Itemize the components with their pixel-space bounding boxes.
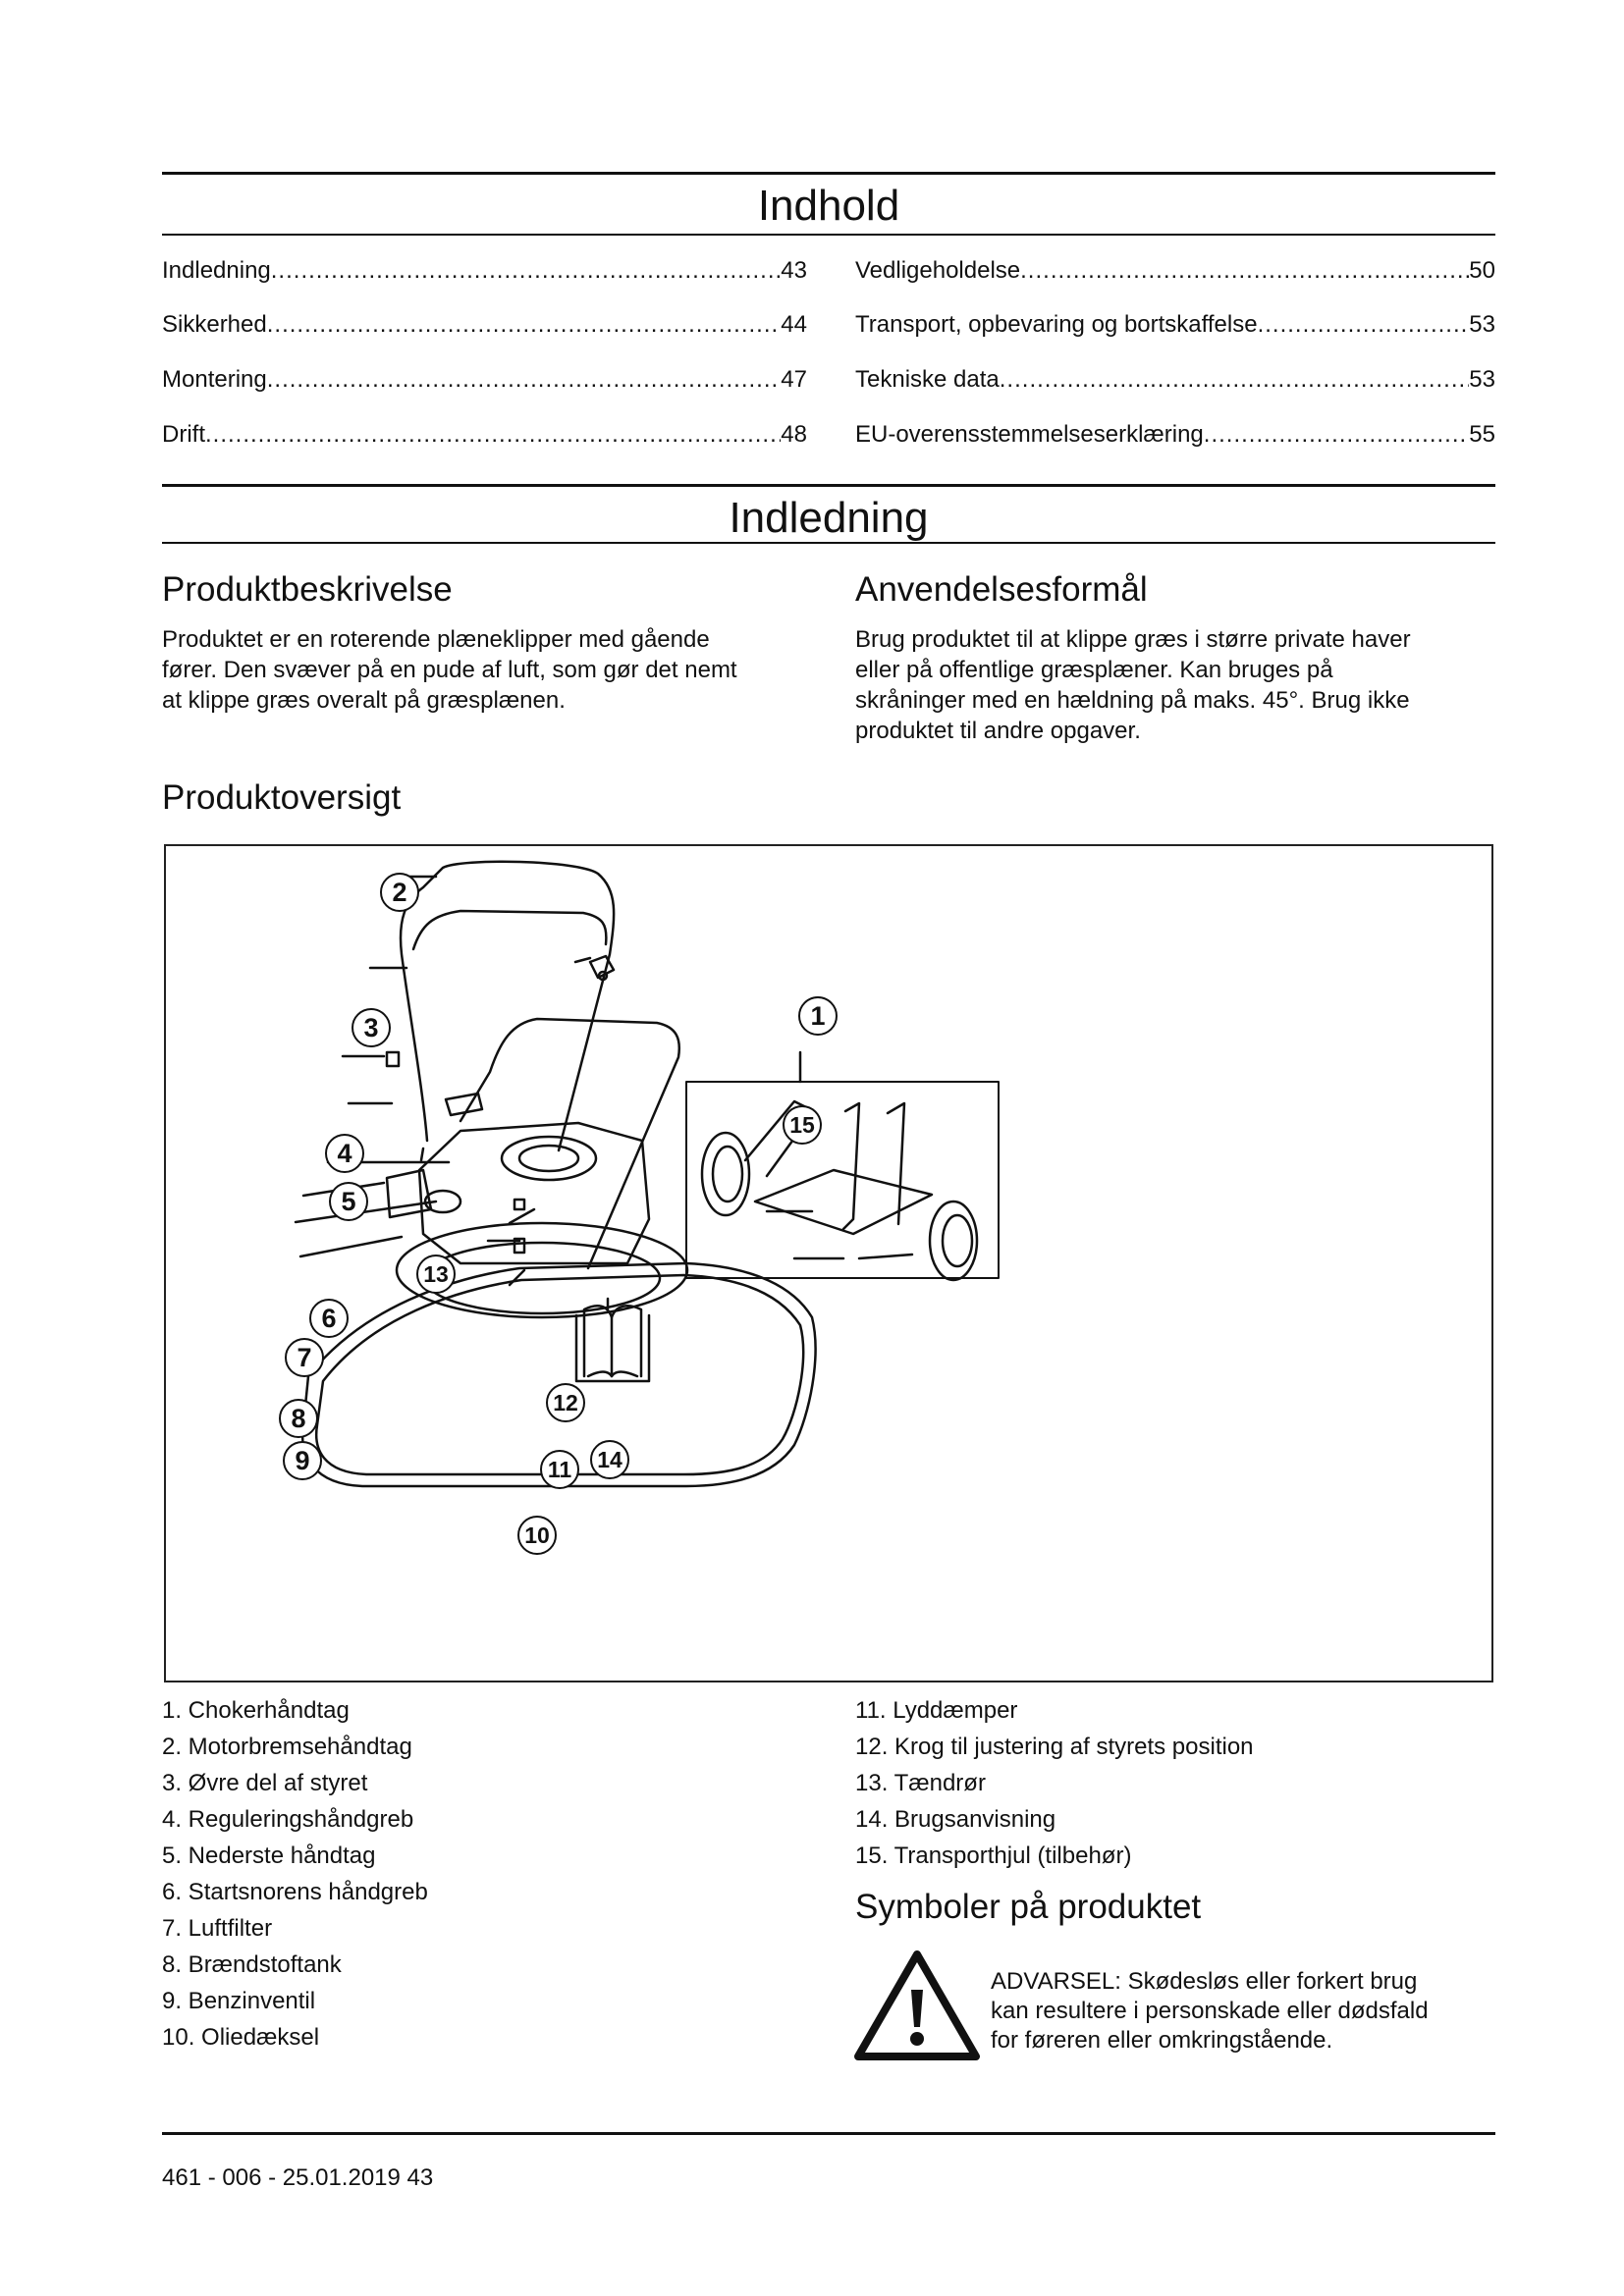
list-item: 5. Nederste håndtag <box>162 1842 376 1869</box>
toc-entry-label: Montering <box>162 366 267 393</box>
callout-10: 10 <box>517 1516 557 1555</box>
toc-title: Indhold <box>757 182 900 230</box>
toc-entry-page: 53 <box>1469 311 1495 338</box>
section-title-rule <box>162 542 1495 544</box>
callout-5: 5 <box>329 1182 368 1221</box>
list-item: 8. Brændstoftank <box>162 1951 342 1978</box>
list-item: 9. Benzinventil <box>162 1988 316 2014</box>
toc-entry-page: 44 <box>781 311 807 338</box>
list-item: 10. Oliedæksel <box>162 2024 320 2051</box>
callout-15: 15 <box>783 1105 822 1145</box>
choke-lever <box>590 956 614 978</box>
toc-entry-label: Transport, opbevaring og bortskaffelse <box>855 311 1258 338</box>
callout-7: 7 <box>285 1338 324 1377</box>
toc-entry[interactable] <box>162 259 807 283</box>
toc-entry[interactable] <box>855 368 1495 392</box>
lower-handle <box>460 1019 679 1268</box>
section-title: Indledning <box>729 494 929 542</box>
mower-illustration <box>166 846 1491 1681</box>
product-description-heading: Produktbeskrivelse <box>162 570 453 609</box>
toc-entry-label: EU-overensstemmelseserklæring <box>855 421 1204 448</box>
upper-handlebar <box>401 862 614 1150</box>
toc-title-rule <box>162 234 1495 236</box>
footer-rule <box>162 2132 1495 2135</box>
toc-entry-page: 47 <box>781 366 807 393</box>
transport-wheel-right <box>930 1201 977 1280</box>
toc-entry-page: 43 <box>781 257 807 284</box>
list-item: 14. Brugsanvisning <box>855 1806 1056 1833</box>
toc-entry-page: 55 <box>1469 421 1495 448</box>
callout-11: 11 <box>540 1450 579 1489</box>
toc-entry[interactable] <box>162 368 807 392</box>
list-item: 2. Motorbremsehåndtag <box>162 1734 412 1760</box>
callout-6: 6 <box>309 1299 349 1338</box>
callout-1: 1 <box>798 996 838 1036</box>
callout-13: 13 <box>416 1255 456 1294</box>
toc-entry-label: Tekniske data <box>855 366 1000 393</box>
callout-14: 14 <box>590 1440 629 1479</box>
callout-2: 2 <box>380 873 419 912</box>
warning-triangle-icon <box>852 1949 982 2062</box>
toc-entry-label: Vedligeholdelse <box>855 257 1021 284</box>
list-item: 4. Reguleringshåndgreb <box>162 1806 414 1833</box>
warning-text: ADVARSEL: Skødesløs eller forkert brug kan resultere i personskade eller dødsfald for føreren eller omkringstående. <box>991 1968 1429 2054</box>
toc-entry[interactable] <box>162 423 807 447</box>
list-item: 3. Øvre del af styret <box>162 1770 368 1796</box>
product-overview-figure <box>164 844 1493 1682</box>
product-overview-heading: Produktoversigt <box>162 778 402 817</box>
intended-use-heading: Anvendelsesformål <box>855 570 1148 609</box>
toc-entry[interactable] <box>855 259 1495 283</box>
toc-entry-page: 48 <box>781 421 807 448</box>
callout-12: 12 <box>546 1383 585 1422</box>
list-item: 1. Chokerhåndtag <box>162 1697 350 1724</box>
toc-entry[interactable] <box>855 423 1495 447</box>
section-top-rule <box>162 484 1495 487</box>
callout-8: 8 <box>279 1399 318 1438</box>
list-item: 15. Transporthjul (tilbehør) <box>855 1842 1132 1869</box>
product-description-text: Produktet er en roterende plæneklipper med gående fører. Den svæver på en pude af luft, som gør det nemt at klippe græs overalt på græsplænen. <box>162 626 737 714</box>
list-item: 7. Luftfilter <box>162 1915 273 1942</box>
intended-use-text: Brug produktet til at klippe græs i større private haver eller på offentlige græsplæner. Kan bruges på skråninger med en hældning på maks. 45°. Brug ikke produktet til andre opgaver. <box>855 626 1411 744</box>
toc-entry[interactable] <box>162 313 807 337</box>
list-item: 11. Lyddæmper <box>855 1697 1018 1724</box>
start-handle <box>446 1094 482 1115</box>
list-item: 13. Tændrør <box>855 1770 986 1796</box>
parts-list-right <box>855 1692 1254 1874</box>
toc-entry-label: Indledning <box>162 257 271 284</box>
callout-4: 4 <box>325 1134 364 1173</box>
list-item: 6. Startsnorens håndgreb <box>162 1879 428 1905</box>
toc-entry-label: Drift <box>162 421 205 448</box>
toc-entry[interactable] <box>855 313 1495 337</box>
symbols-heading: Symboler på produktet <box>855 1888 1202 1926</box>
callout-3: 3 <box>352 1008 391 1047</box>
toc-entry-page: 50 <box>1469 257 1495 284</box>
toc-entry-page: 53 <box>1469 366 1495 393</box>
adjust-knob <box>387 1052 399 1066</box>
list-item: 12. Krog til justering af styrets position <box>855 1734 1254 1760</box>
page-footer: 461 - 006 - 25.01.2019 43 <box>162 2164 434 2191</box>
toc-top-rule <box>162 172 1495 175</box>
parts-list-left <box>162 1692 428 2056</box>
callout-9: 9 <box>283 1441 322 1480</box>
air-filter-box <box>387 1170 431 1217</box>
toc-entry-label: Sikkerhed <box>162 311 267 338</box>
transport-wheels-inset <box>686 1082 999 1278</box>
engine-top-cap <box>502 1137 596 1180</box>
